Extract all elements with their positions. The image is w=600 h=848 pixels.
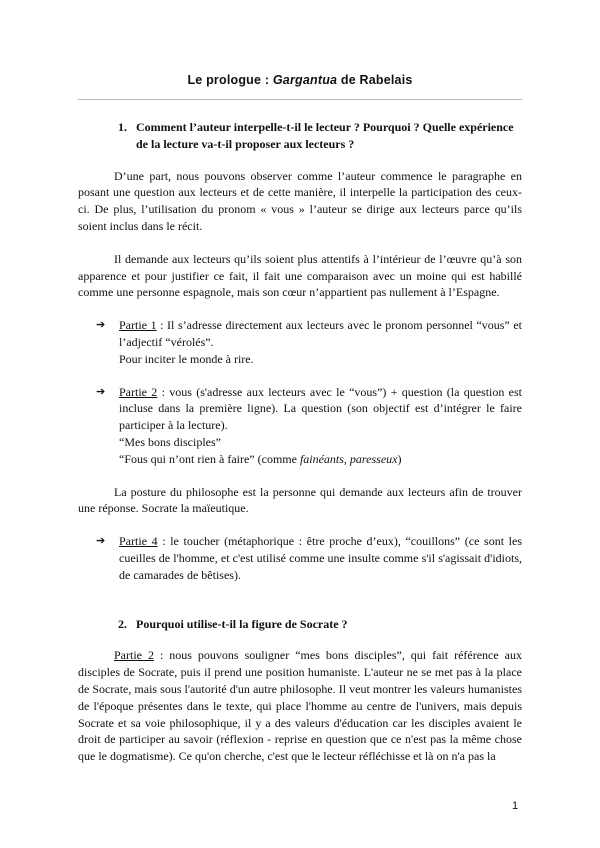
q2-text: : nous pouvons souligner “mes bons disciples”, qui fait référence aux disciples de Socrate, puis il prend une position humaniste. L'auteur ne se met pas à la place de Socrate, mais sous l'autorité d'un autre philosophe. Il veut montrer les valeurs humanistes de l'époque présentes dans le texte, qui place l'homme au centre de l'univers, mais depuis Socrate et sa voie philosophique, il y a des valeurs d'éducation car les disciples avaient le droit de participer au savoir (réflexion - reprise en question que ce n'est pas la même chose que le dogmatisme). Ce qu'on cherche, c'est que le lecteur réfléchisse et là on n'a pas la — [78, 648, 523, 764]
question-1-text: Comment l’auteur interpelle-t-il le lecteur ? Pourquoi ? Quelle expérience de la lecture va-t-il proposer aux lecteurs ? — [136, 120, 514, 151]
q1-paragraph-1: D’une part, nous pouvons observer comme l’auteur commence le paragraphe en posant une question aux lecteurs et de cette manière, il interpelle la participation des ceux-ci. De plus, l’utilisation du pronom « vous » l’auteur se dirige aux lecteurs parce qu’ils soient inclus dans le récit. — [78, 168, 522, 233]
question-2-text: Pourquoi utilise-t-il la figure de Socrate ? — [136, 616, 348, 631]
bullet-2-line-2: “Mes bons disciples” — [119, 434, 221, 449]
bullet-1-line-2: Pour inciter le monde à rire. — [119, 351, 254, 366]
arrow-bullet-icon: ➔ — [96, 535, 106, 548]
bullet-2-line-3-start: “Fous qui n’ont rien à faire” (comme — [119, 451, 300, 466]
question-2-heading — [118, 616, 522, 633]
q1-paragraph-3: La posture du philosophe est la personne qui demande aux lecteurs afin de trouver une réponse. Socrate la maïeutique. — [78, 484, 522, 516]
question-2-number: 2. — [118, 616, 127, 631]
title-divider — [78, 99, 522, 100]
title-work: Gargantua — [272, 73, 338, 87]
page-title — [0, 73, 600, 87]
question-1-number: 1. — [118, 120, 127, 134]
title-suffix: de Rabelais — [337, 73, 413, 87]
bullet-partie-1 — [96, 317, 522, 367]
bullet-2-line-3 — [119, 451, 522, 468]
bullet-partie-2 — [96, 384, 522, 468]
page-number: 1 — [512, 800, 519, 812]
arrow-bullet-icon: ➔ — [96, 319, 106, 332]
bullet-1-label: Partie 1 — [119, 318, 157, 333]
q2-label: Partie 2 — [114, 648, 154, 663]
bullet-1-text: : Il s’adresse directement aux lecteurs avec le pronom personnel “vous” et l’adjectif “vérolés”. — [119, 318, 522, 349]
title-prefix: Le prologue : — [187, 73, 273, 87]
q1-paragraph-2: Il demande aux lecteurs qu’ils soient plus attentifs à l’intérieur de l’œuvre qu’à son apparence et pour justifier ce fait, il fait une comparaison avec un moine qui est habillé comme une personne espagnole, mais son cœur n’appartient pas nullement à l’Espagne. — [78, 251, 522, 300]
bullet-partie-4 — [96, 533, 522, 583]
document-body — [78, 119, 522, 765]
q2-paragraph — [78, 647, 522, 765]
bullet-2-text: : vous (s'adresse aux lecteurs avec le “vous”) + question (la question est incluse dans la première ligne). La question (son objectif est d’intégrer le faire participer à la lecture). — [119, 384, 522, 433]
bullet-3-label: Partie 4 — [119, 534, 158, 549]
arrow-bullet-icon: ➔ — [96, 385, 106, 398]
bullet-3-text: : le toucher (métaphorique : être proche d’eux), “couillons” (ce sont les cueilles de l'homme, et c'est utilisé comme une insulte comme s'il s'agissait d'idiots, de camarades de bêtises). — [119, 534, 522, 582]
question-1-heading — [118, 119, 522, 153]
bullet-2-label: Partie 2 — [119, 384, 158, 399]
bullet-2-line-3-end: ) — [397, 451, 402, 466]
bullet-2-line-3-italic: fainéants, paresseux — [299, 451, 398, 466]
